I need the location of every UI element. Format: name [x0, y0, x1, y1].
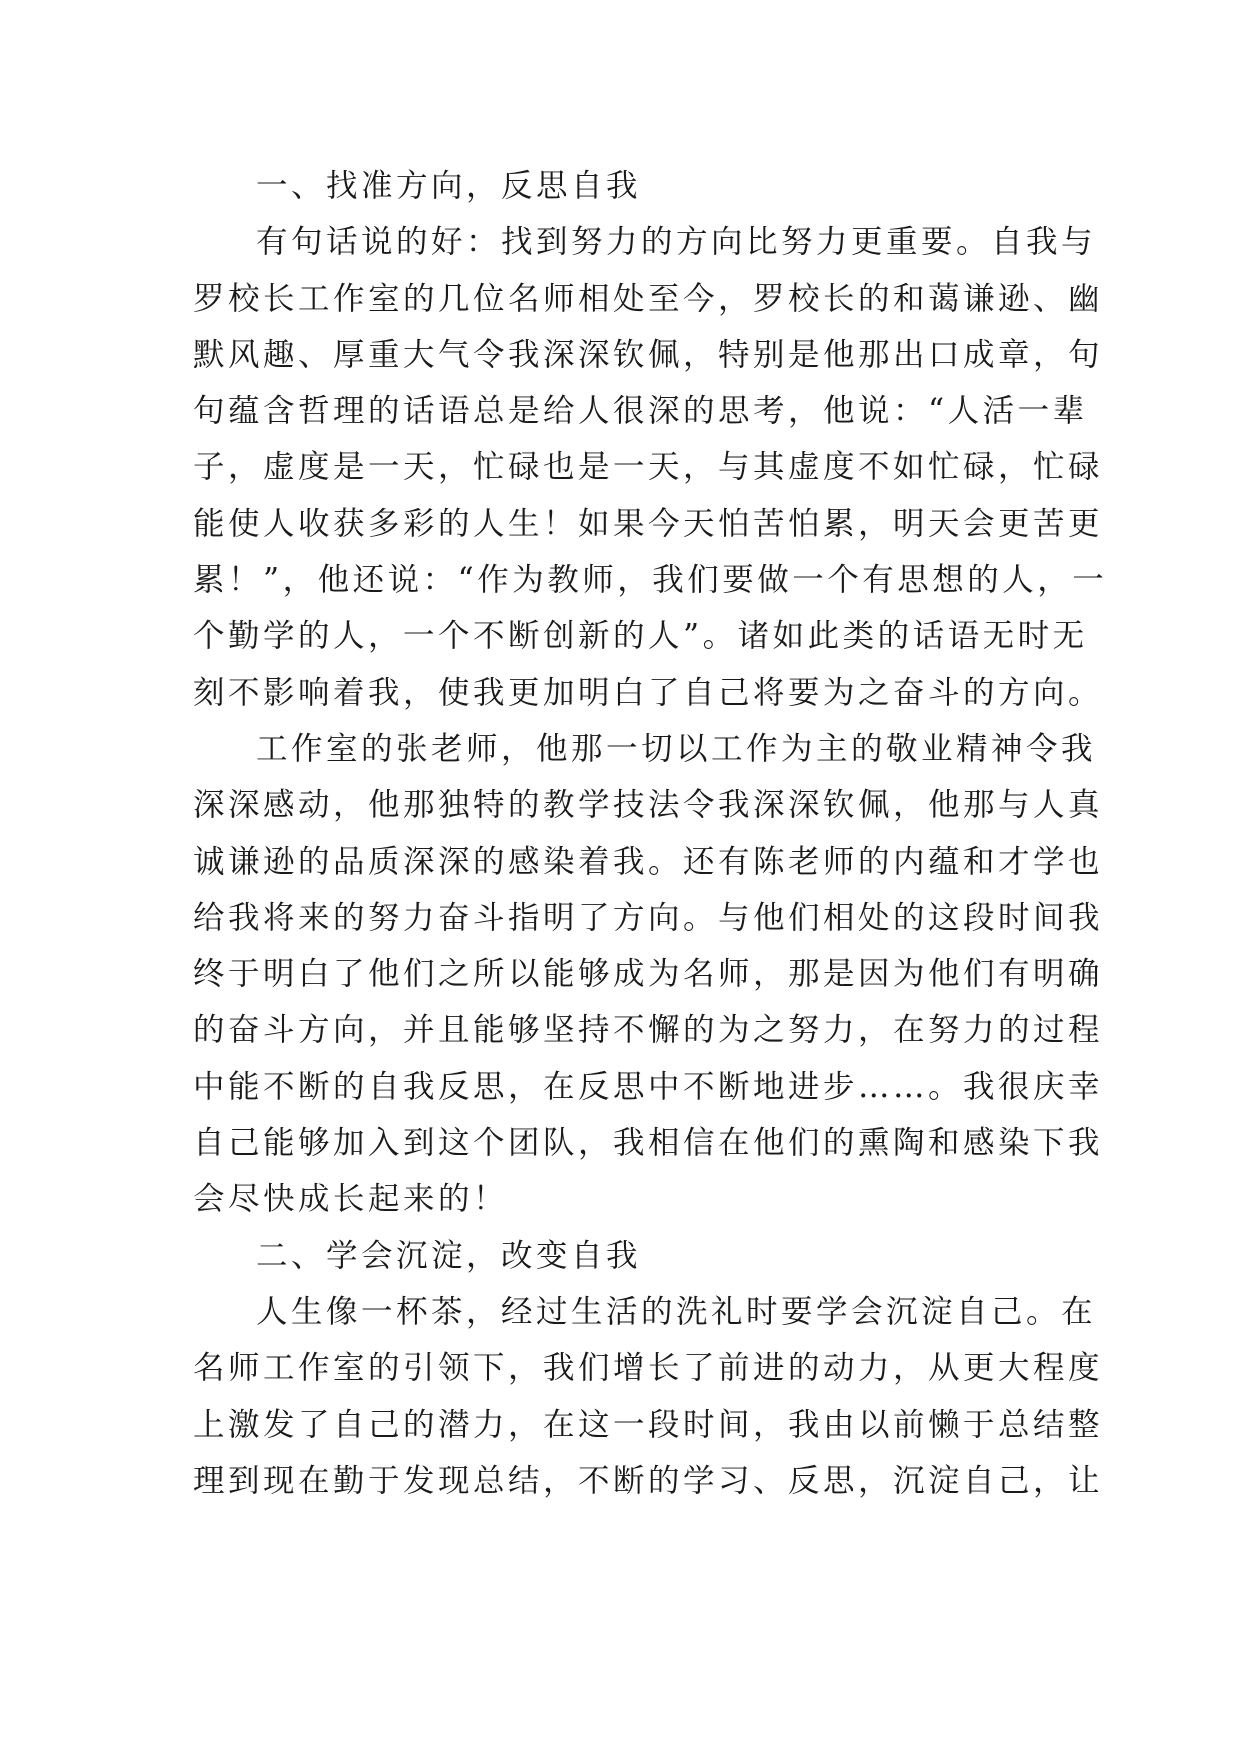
paragraph-line: 罗校长工作室的几位名师相处至今，罗校长的和蔼谦逊、幽 [193, 280, 1104, 317]
paragraph-line: 诚谦逊的品质深深的感染着我。还有陈老师的内蕴和才学也 [193, 843, 1104, 880]
paragraph-line: 个勤学的人，一个不断创新的人”。诸如此类的话语无时无 [193, 618, 1088, 655]
paragraph-line: 名师工作室的引领下，我们增长了前进的动力，从更大程度 [193, 1350, 1104, 1387]
paragraph-line: 的奋斗方向，并且能够坚持不懈的为之努力，在努力的过程 [193, 1012, 1104, 1049]
paragraph-line: 有句话说的好：找到努力的方向比努力更重要。自我与 [256, 224, 1097, 261]
paragraph-line: 默风趣、厚重大气令我深深钦佩，特别是他那出口成章，句 [193, 336, 1104, 373]
paragraph-line: 句蕴含哲理的话语总是给人很深的思考，他说：“人活一辈 [193, 393, 1088, 430]
paragraph-line: 中能不断的自我反思，在反思中不断地进步……。我很庆幸 [193, 1068, 1104, 1105]
paragraph-line: 终于明白了他们之所以能够成为名师，那是因为他们有明确 [193, 956, 1104, 993]
paragraph-line: 给我将来的努力奋斗指明了方向。与他们相处的这段时间我 [193, 899, 1104, 936]
paragraph-line: 工作室的张老师，他那一切以工作为主的敬业精神令我 [256, 730, 1097, 767]
paragraph-line: 理到现在勤于发现总结，不断的学习、反思，沉淀自己，让 [193, 1462, 1104, 1499]
paragraph-line: 会尽快成长起来的！ [193, 1181, 509, 1218]
section-heading-2: 二、学会沉淀，改变自我 [256, 1237, 642, 1274]
paragraph-line: 深深感动，他那独特的教学技法令我深深钦佩，他那与人真 [193, 787, 1104, 824]
paragraph-line: 自己能够加入到这个团队，我相信在他们的熏陶和感染下我 [193, 1125, 1104, 1162]
paragraph-line: 上激发了自己的潜力，在这一段时间，我由以前懒于总结整 [193, 1406, 1104, 1443]
paragraph-line: 刻不影响着我，使我更加明白了自己将要为之奋斗的方向。 [193, 674, 1104, 711]
document-body [193, 158, 1108, 1509]
paragraph-line: 人生像一杯茶，经过生活的洗礼时要学会沉淀自己。在 [256, 1293, 1097, 1330]
paragraph-line: 累！”，他还说：“作为教师，我们要做一个有思想的人，一 [193, 562, 1108, 599]
section-heading-1: 一、找准方向，反思自我 [256, 168, 642, 204]
paragraph-line: 能使人收获多彩的人生！如果今天怕苦怕累，明天会更苦更 [193, 505, 1104, 542]
paragraph-line: 子，虚度是一天，忙碌也是一天，与其虚度不如忙碌，忙碌 [193, 449, 1104, 486]
